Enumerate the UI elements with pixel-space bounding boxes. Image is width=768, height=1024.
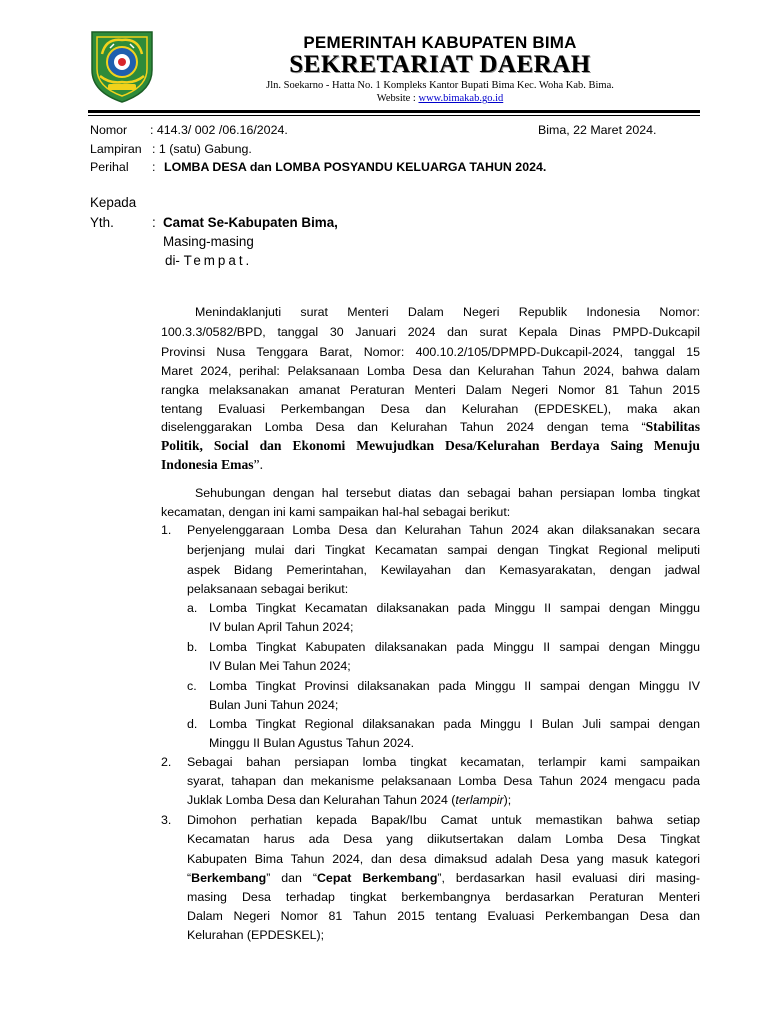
- para2-line: kecamatan, dengan ini kami sampaikan hal-hal sebagai berikut:: [161, 505, 511, 519]
- para1-line: rangka melaksanakan amanat Peraturan Menteri Dalam Negeri Nomor 81 Tahun 2015: [161, 383, 700, 397]
- list-item-line: Kabupaten Bima Tahun 2024, dan desa dimaksud adalah Desa yang masuk kategori: [187, 852, 700, 866]
- list-item-line: pelaksanaan sebagai berikut:: [187, 582, 349, 596]
- list-item-line: Kecamatan harus ada Desa yang diikutsertakan dalam Lomba Desa Tingkat: [187, 832, 700, 846]
- lampiran-label: Lampiran: [90, 142, 142, 156]
- yth-colon: :: [152, 215, 156, 230]
- theme-text-end: [161, 455, 263, 475]
- website-line: [160, 93, 720, 104]
- sub-item-letter: c.: [187, 679, 197, 693]
- list-item-number: 1.: [161, 523, 172, 537]
- website-link[interactable]: www.bimakab.go.id: [418, 93, 504, 104]
- recipient-place: Tempat.: [183, 253, 253, 268]
- quote-open: “: [187, 871, 192, 885]
- juklak-text: Juklak Lomba Desa dan Kelurahan Tahun 2024 (: [187, 793, 456, 807]
- kepada-label: Kepada: [90, 195, 137, 210]
- list-item-line: aspek Bidang Pemerintahan, Kewilayahan dan Kemasyarakatan, dengan jadwal: [187, 563, 700, 577]
- terlampir-text: terlampir: [455, 793, 504, 807]
- perihal-colon: :: [152, 160, 156, 174]
- list-item-line: Penyelenggaraan Lomba Desa dan Kelurahan Tahun 2024 akan dilaksanakan secara: [187, 523, 700, 537]
- yth-label: Yth.: [90, 215, 114, 230]
- sub-item-line: IV Bulan Mei Tahun 2024;: [209, 659, 351, 673]
- category-joiner: ” dan “: [266, 871, 317, 885]
- list-item-number: 2.: [161, 755, 172, 769]
- perihal-value: LOMBA DESA dan LOMBA POSYANDU KELUARGA TAHUN 2024.: [164, 160, 547, 174]
- list-item-line: berjenjang mulai dari Tingkat Kecamatan sampai dengan Tingkat Regional meliputi: [187, 543, 700, 557]
- theme-text-last: Indonesia Emas: [161, 457, 254, 472]
- para1-line: 100.3.3/0582/BPD, tanggal 30 Januari 2024 dan surat Kepala Dinas PMPD-Dukcapil: [161, 325, 700, 339]
- para2-line: Sehubungan dengan hal tersebut diatas dan sebagai bahan persiapan lomba tingkat: [195, 486, 700, 500]
- sub-item-line: IV bulan April Tahun 2024;: [209, 620, 354, 634]
- sub-item-line: Bulan Juni Tahun 2024;: [209, 698, 339, 712]
- sub-item-letter: d.: [187, 717, 198, 731]
- list-item-number: 3.: [161, 813, 172, 827]
- nomor-label: Nomor: [90, 123, 128, 137]
- para1-theme-line: [161, 417, 700, 437]
- sub-item-line: Lomba Tingkat Provinsi dilaksanakan pada Minggu II sampai dengan Minggu IV: [209, 679, 700, 693]
- letterhead-thick-rule: [88, 110, 700, 113]
- sub-item-line: Lomba Tingkat Regional dilaksanakan pada Minggu I Bulan Juli sampai dengan: [209, 717, 700, 731]
- bima-regency-emblem-icon: [86, 26, 158, 104]
- list-item-line: Dimohon perhatian kepada Bapak/Ibu Camat untuk memastikan bahwa setiap: [187, 813, 700, 827]
- juklak-end: );: [503, 793, 512, 807]
- category-cepat-berkembang: Cepat Berkembang: [316, 871, 438, 885]
- para1-line: tentang Evaluasi Perkembangan Desa dan Kelurahan (EPDESKEL), maka akan: [161, 402, 700, 416]
- government-name: PEMERINTAH KABUPATEN BIMA: [303, 33, 577, 52]
- sub-item-letter: a.: [187, 601, 198, 615]
- theme-text: Stabilitas: [645, 419, 700, 434]
- para1-line: Menindaklanjuti surat Menteri Dalam Negeri Republik Indonesia Nomor:: [195, 305, 700, 319]
- list-item-line: masing Desa terhadap tingkat berkembangnya berdasarkan Peraturan Menteri: [187, 890, 700, 904]
- office-address: Jln. Soekarno - Hatta No. 1 Kompleks Kantor Bupati Bima Kec. Woha Kab. Bima.: [266, 80, 614, 91]
- para1-line: Provinsi Nusa Tenggara Barat, Nomor: 400.10.2/105/DPMPD-Dukcapil-2024, tanggal 15: [161, 345, 700, 359]
- recipient-line3: [165, 251, 252, 271]
- sub-item-line: Lomba Tingkat Kecamatan dilaksanakan pada Minggu II sampai dengan Minggu: [209, 601, 700, 615]
- sub-item-letter: b.: [187, 640, 198, 654]
- sub-item-line: Minggu II Bulan Agustus Tahun 2024.: [209, 736, 415, 750]
- theme-text-line: Politik, Social dan Ekonomi Mewujudkan Desa/Kelurahan Berdaya Saing Menuju: [161, 438, 700, 453]
- list-item-line: syarat, tahapan dan mekanisme pelaksanaan Lomba Desa Tahun 2024 mengacu pada: [187, 774, 700, 788]
- theme-close-quote: ”.: [253, 457, 263, 472]
- recipient-name: Camat Se-Kabupaten Bima,: [163, 215, 338, 230]
- list-item-line: Kelurahan (EPDESKEL);: [187, 928, 325, 942]
- sub-item-line: Lomba Tingkat Kabupaten dilaksanakan pada Minggu II sampai dengan Minggu: [209, 640, 700, 654]
- category-line-end: ”, berdasarkan hasil evaluasi diri masing-: [437, 871, 700, 885]
- perihal-label: Perihal: [90, 160, 129, 174]
- recipient-line3-prefix: di-: [165, 253, 180, 268]
- para1-line7-text: diselenggarakan Lomba Desa dan Kelurahan Tahun 2024 dengan tema “: [161, 420, 646, 434]
- recipient-line2: Masing-masing: [163, 234, 254, 249]
- letterhead-thin-rule: [88, 115, 700, 116]
- list-item-line: [187, 790, 511, 810]
- lampiran-value: : 1 (satu) Gabung.: [152, 142, 252, 156]
- website-label: Website :: [376, 93, 416, 104]
- list-item-line: Dalam Negeri Nomor 81 Tahun 2015 tentang Evaluasi Perkembangan Desa dan: [187, 909, 700, 923]
- nomor-value: : 414.3/ 002 /06.16/2024.: [150, 123, 288, 137]
- office-name: SEKRETARIAT DAERAH: [289, 51, 591, 78]
- place-date: Bima, 22 Maret 2024.: [538, 123, 657, 137]
- list-item-line: Sebagai bahan persiapan lomba tingkat kecamatan, terlampir kami sampaikan: [187, 755, 700, 769]
- category-berkembang: Berkembang: [191, 871, 267, 885]
- para1-line: Maret 2024, perihal: Pelaksanaan Lomba Desa dan Kelurahan Tahun 2024, bahwa dalam: [161, 364, 700, 378]
- category-line: [187, 868, 700, 888]
